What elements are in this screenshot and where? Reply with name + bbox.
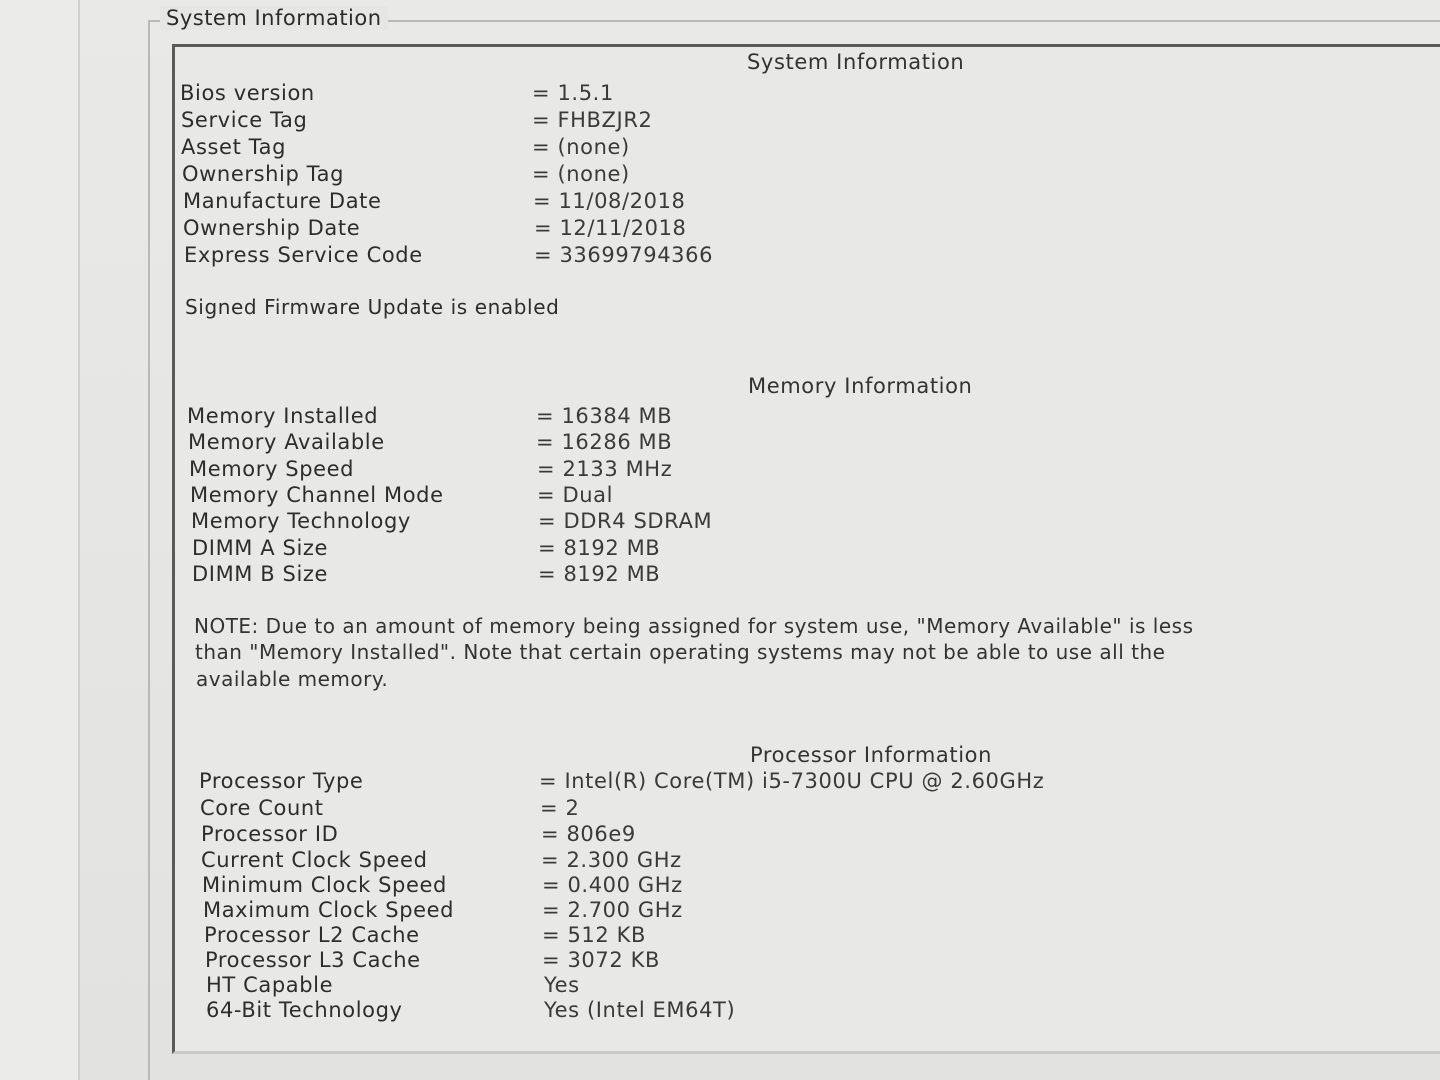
row-label: DIMM A Size <box>192 536 329 560</box>
row-value: = 0.400 GHz <box>542 873 683 897</box>
row-label: Processor Type <box>199 769 364 793</box>
row-value: = 12/11/2018 <box>534 216 687 240</box>
memory-note-line: available memory. <box>196 667 389 691</box>
row-label: HT Capable <box>206 973 334 997</box>
row-value: = 8192 MB <box>538 562 661 586</box>
row-value: = (none) <box>532 162 630 186</box>
row-label: Manufacture Date <box>183 189 382 213</box>
row-value: = 2.300 GHz <box>541 848 682 872</box>
row-value: = 2.700 GHz <box>542 898 683 922</box>
row-value: = 16286 MB <box>536 430 673 454</box>
row-value: = 2133 MHz <box>537 457 673 481</box>
row-value: = 1.5.1 <box>532 81 614 105</box>
row-value: = Intel(R) Core(TM) i5-7300U CPU @ 2.60GHz <box>539 769 1045 793</box>
system-section-title: System Information <box>747 50 965 74</box>
row-label: Express Service Code <box>184 243 423 267</box>
row-label: Minimum Clock Speed <box>202 873 447 897</box>
row-value: = 8192 MB <box>538 536 661 560</box>
row-label: Memory Technology <box>191 509 411 533</box>
row-value: = 33699794366 <box>534 243 714 267</box>
processor-section-title: Processor Information <box>750 743 992 767</box>
signed-firmware-status: Signed Firmware Update is enabled <box>185 295 560 319</box>
row-label: Asset Tag <box>181 135 287 159</box>
row-value: = (none) <box>532 135 630 159</box>
row-label: Memory Installed <box>187 404 379 428</box>
row-value: = FHBZJR2 <box>532 108 653 132</box>
row-label: Processor L2 Cache <box>204 923 420 947</box>
row-value: = 512 KB <box>542 923 647 947</box>
memory-note-line: NOTE: Due to an amount of memory being assigned for system use, "Memory Available" is less <box>194 614 1194 638</box>
memory-section-title: Memory Information <box>748 374 973 398</box>
row-label: Processor L3 Cache <box>205 948 421 972</box>
memory-note-line: than "Memory Installed". Note that certain operating systems may not be able to use all the <box>195 640 1166 664</box>
row-value: Yes (Intel EM64T) <box>544 998 736 1022</box>
row-value: = 806e9 <box>541 822 636 846</box>
row-label: Ownership Date <box>183 216 361 240</box>
row-label: Current Clock Speed <box>201 848 428 872</box>
row-value: = 11/08/2018 <box>533 189 686 213</box>
group-title: System Information <box>160 6 388 30</box>
row-value: = 3072 KB <box>542 948 660 972</box>
row-label: Core Count <box>200 796 324 820</box>
row-label: Service Tag <box>181 108 308 132</box>
row-label: 64-Bit Technology <box>206 998 403 1022</box>
row-label: DIMM B Size <box>192 562 329 586</box>
row-value: = 2 <box>540 796 580 820</box>
row-label: Memory Available <box>188 430 385 454</box>
row-value: = Dual <box>537 483 614 507</box>
row-label: Memory Speed <box>189 457 355 481</box>
row-value: = DDR4 SDRAM <box>538 509 713 533</box>
row-value: = 16384 MB <box>536 404 673 428</box>
row-label: Processor ID <box>201 822 339 846</box>
row-label: Memory Channel Mode <box>190 483 444 507</box>
row-label: Maximum Clock Speed <box>203 898 455 922</box>
row-value: Yes <box>544 973 580 997</box>
row-label: Ownership Tag <box>182 162 345 186</box>
row-label: Bios version <box>180 81 315 105</box>
left-navigation-strip <box>0 0 80 1080</box>
